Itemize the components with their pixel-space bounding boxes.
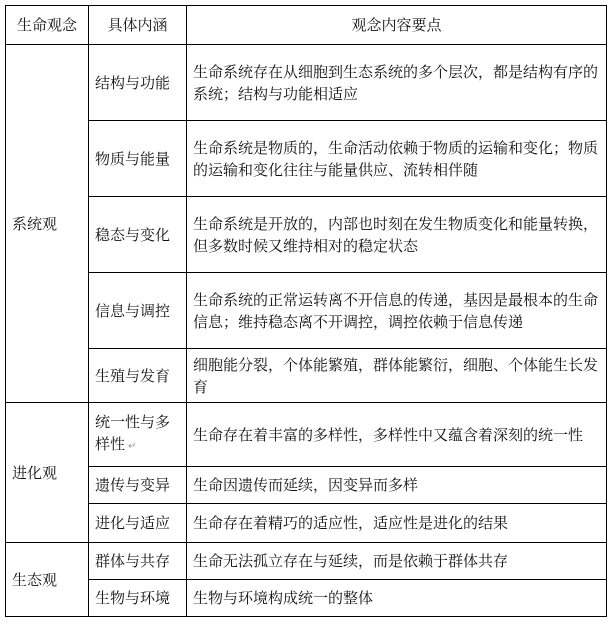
meaning-cell: 信息与调控 xyxy=(89,273,187,349)
content-cell: 生物与环境构成统一的整体 xyxy=(187,580,607,617)
table-row xyxy=(6,45,607,121)
header-concept: 生命观念 xyxy=(6,6,89,45)
meaning-cell: 生物与环境 xyxy=(89,580,187,617)
header-row xyxy=(6,6,607,45)
paragraph-mark-icon: ↵ xyxy=(128,441,137,452)
content-cell: 生命无法孤立存在与延续，而是依赖于群体共存 xyxy=(187,543,607,580)
table-row xyxy=(6,504,607,543)
table-row xyxy=(6,197,607,273)
table-row xyxy=(6,273,607,349)
meaning-cell xyxy=(89,403,187,467)
life-concepts-table xyxy=(5,5,607,617)
meaning-text: 统一性与多样性 xyxy=(95,413,171,453)
content-cell: 生命因遗传而延续，因变异而多样 xyxy=(187,467,607,504)
meaning-cell: 遗传与变异 xyxy=(89,467,187,504)
content-cell: 细胞能分裂，个体能繁殖，群体能繁衍，细胞、个体能生长发育 xyxy=(187,349,607,403)
table-row xyxy=(6,349,607,403)
concept-cell-system: 系统观 xyxy=(6,45,89,403)
meaning-cell: 进化与适应 xyxy=(89,504,187,543)
table-row xyxy=(6,121,607,197)
content-cell: 生命系统是物质的，生命活动依赖于物质的运输和变化；物质的运输和变化往往与能量供应、流转相伴随 xyxy=(187,121,607,197)
content-cell: 生命存在着精巧的适应性，适应性是进化的结果 xyxy=(187,504,607,543)
content-cell: 生命系统的正常运转离不开信息的传递，基因是最根本的生命信息；维持稳态离不开调控，调控依赖于信息传递 xyxy=(187,273,607,349)
concept-cell-evolution: 进化观 xyxy=(6,403,89,543)
content-cell: 生命系统存在从细胞到生态系统的多个层次，都是结构有序的系统；结构与功能相适应 xyxy=(187,45,607,121)
content-cell: 生命存在着丰富的多样性，多样性中又蕴含着深刻的统一性 xyxy=(187,403,607,467)
table-row xyxy=(6,467,607,504)
header-key-points: 观念内容要点 xyxy=(187,6,607,45)
table-row xyxy=(6,403,607,467)
content-cell: 生命系统是开放的，内部也时刻在发生物质变化和能量转换，但多数时候又维持相对的稳定状态 xyxy=(187,197,607,273)
meaning-cell: 生殖与发育 xyxy=(89,349,187,403)
table-row xyxy=(6,543,607,580)
meaning-cell: 群体与共存 xyxy=(89,543,187,580)
concept-cell-ecology: 生态观 xyxy=(6,543,89,617)
meaning-cell: 物质与能量 xyxy=(89,121,187,197)
meaning-cell: 结构与功能 xyxy=(89,45,187,121)
table-row xyxy=(6,580,607,617)
meaning-cell: 稳态与变化 xyxy=(89,197,187,273)
header-meaning: 具体内涵 xyxy=(89,6,187,45)
